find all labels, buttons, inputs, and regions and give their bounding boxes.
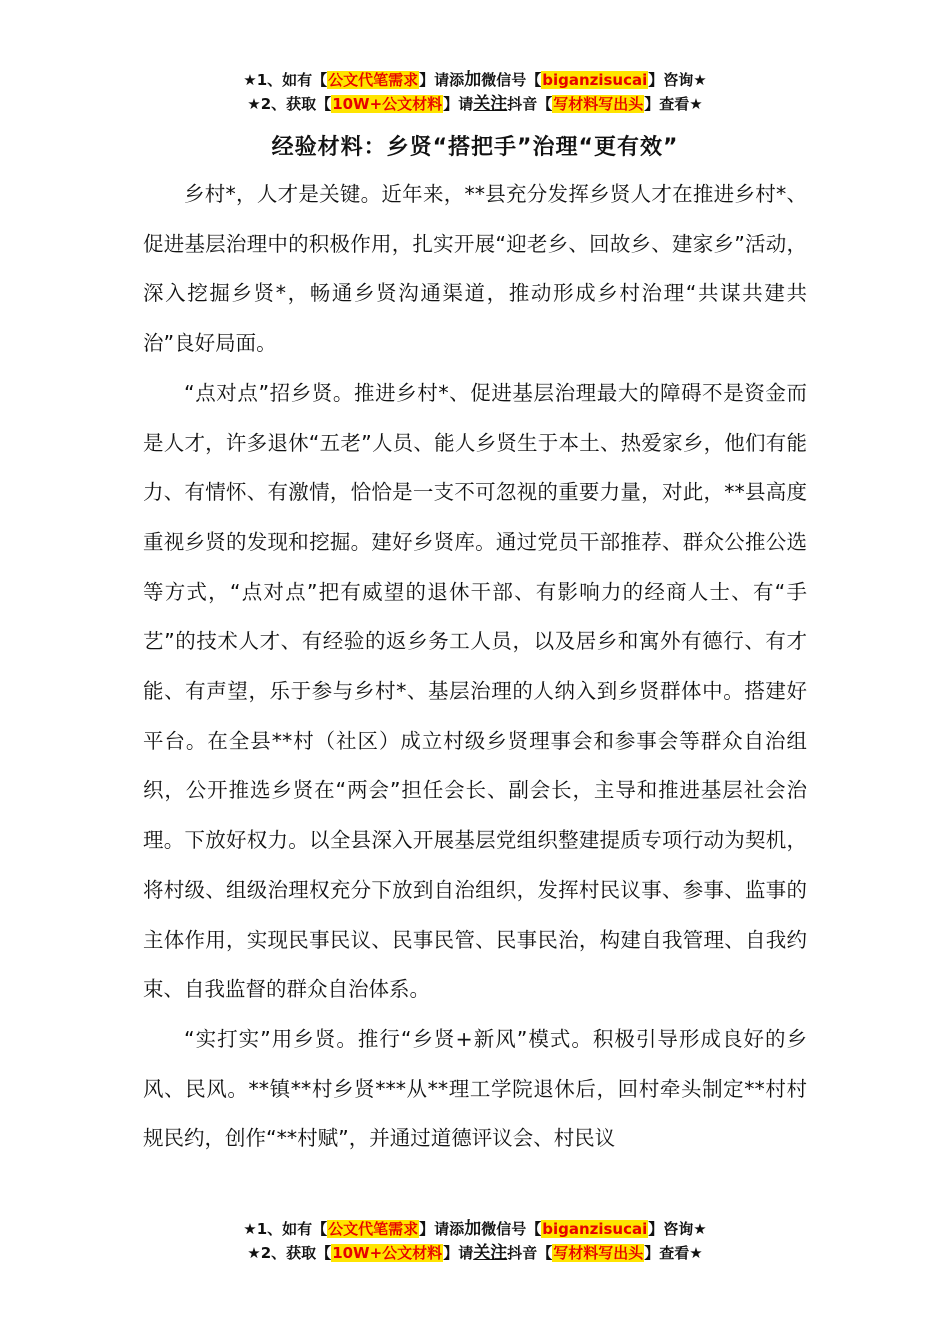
promo-text: 】查看★	[644, 1244, 703, 1262]
body-paragraph: “实打实”用乡贤。推行“乡贤+新风”模式。积极引导形成良好的乡风、民风。**镇**村乡贤***从**理工学院退休后，回村牵头制定**村村规民约，创作“**村赋”，并通过道德评议会、村民议	[143, 1026, 807, 1151]
promo-text: 】请	[443, 1244, 474, 1262]
promo-text: 微信号【	[481, 71, 542, 89]
promo-text: 抖音【	[507, 95, 553, 113]
promo-highlight: 公文代笔需求	[328, 71, 419, 89]
document-title: 经验材料：乡贤“搭把手”治理“更有效”	[271, 135, 679, 160]
body-paragraph: 乡村*，人才是关键。近年来，**县充分发挥乡贤人才在推进乡村*、促进基层治理中的积极作用，扎实开展“迎老乡、回故乡、建家乡”活动，深入挖掘乡贤*，畅通乡贤沟通渠道，推动形成乡村治理“共谋共建共治”良好局面。	[143, 182, 807, 356]
promo-text: 微信号【	[481, 1220, 542, 1238]
promo-text: 】咨询★	[648, 1220, 707, 1238]
promo-line-1	[0, 1217, 950, 1241]
promo-line-1	[0, 68, 950, 92]
promo-emphasis: 关注	[473, 1243, 508, 1263]
promo-highlight: 10W+公文材料	[332, 95, 443, 113]
promo-highlight: 10W+公文材料	[332, 1244, 443, 1262]
bottom-promo-banner	[0, 1217, 950, 1265]
promo-text: ★1、如有【	[243, 71, 328, 89]
promo-text: ★2、获取【	[247, 95, 332, 113]
promo-text: 抖音【	[507, 1244, 553, 1262]
promo-text: ★1、如有【	[243, 1220, 328, 1238]
promo-text: 】查看★	[644, 95, 703, 113]
promo-text: 】请	[443, 95, 474, 113]
promo-line-2	[0, 92, 950, 116]
promo-highlight-douyin: 写材料写出头	[553, 1244, 644, 1262]
promo-line-2	[0, 1241, 950, 1265]
promo-highlight-wechat-id: biganzisucai	[542, 1220, 648, 1238]
promo-emphasis: 加	[464, 1219, 482, 1239]
promo-text: ★2、获取【	[247, 1244, 332, 1262]
body-paragraph: “点对点”招乡贤。推进乡村*、促进基层治理最大的障碍不是资金而是人才，许多退休“五老”人员、能人乡贤生于本土、热爱家乡，他们有能力、有情怀、有激情，恰恰是一支不可忽视的重要力量，对此，**县高度重视乡贤的发现和挖掘。建好乡贤库。通过党员干部推荐、群众公推公选等方式，“点对点”把有威望的退休干部、有影响力的经商人士、有“手艺”的技术人才、有经验的返乡务工人员，以及居乡和寓外有德行、有才能、有声望，乐于参与乡村*、基层治理的人纳入到乡贤群体中。搭建好平台。在全县**村（社区）成立村级乡贤理事会和参事会等群众自治组织，公开推选乡贤在“两会”担任会长、副会长，主导和推进基层社会治理。下放好权力。以全县深入开展基层党组织整建提质专项行动为契机，将村级、组级治理权充分下放到自治组织，发挥村民议事、参事、监事的主体作用，实现民事民议、民事民管、民事民治，构建自我管理、自我约束、自我监督的群众自治体系。	[143, 380, 807, 1002]
promo-emphasis: 关注	[473, 94, 508, 114]
document-body	[143, 170, 807, 1164]
promo-text: 】咨询★	[648, 71, 707, 89]
promo-highlight-douyin: 写材料写出头	[553, 95, 644, 113]
promo-text: 】请添	[419, 71, 465, 89]
promo-emphasis: 加	[464, 70, 482, 90]
top-promo-banner	[0, 68, 950, 116]
promo-highlight-wechat-id: biganzisucai	[542, 71, 648, 89]
promo-highlight: 公文代笔需求	[328, 1220, 419, 1238]
promo-text: 】请添	[419, 1220, 465, 1238]
